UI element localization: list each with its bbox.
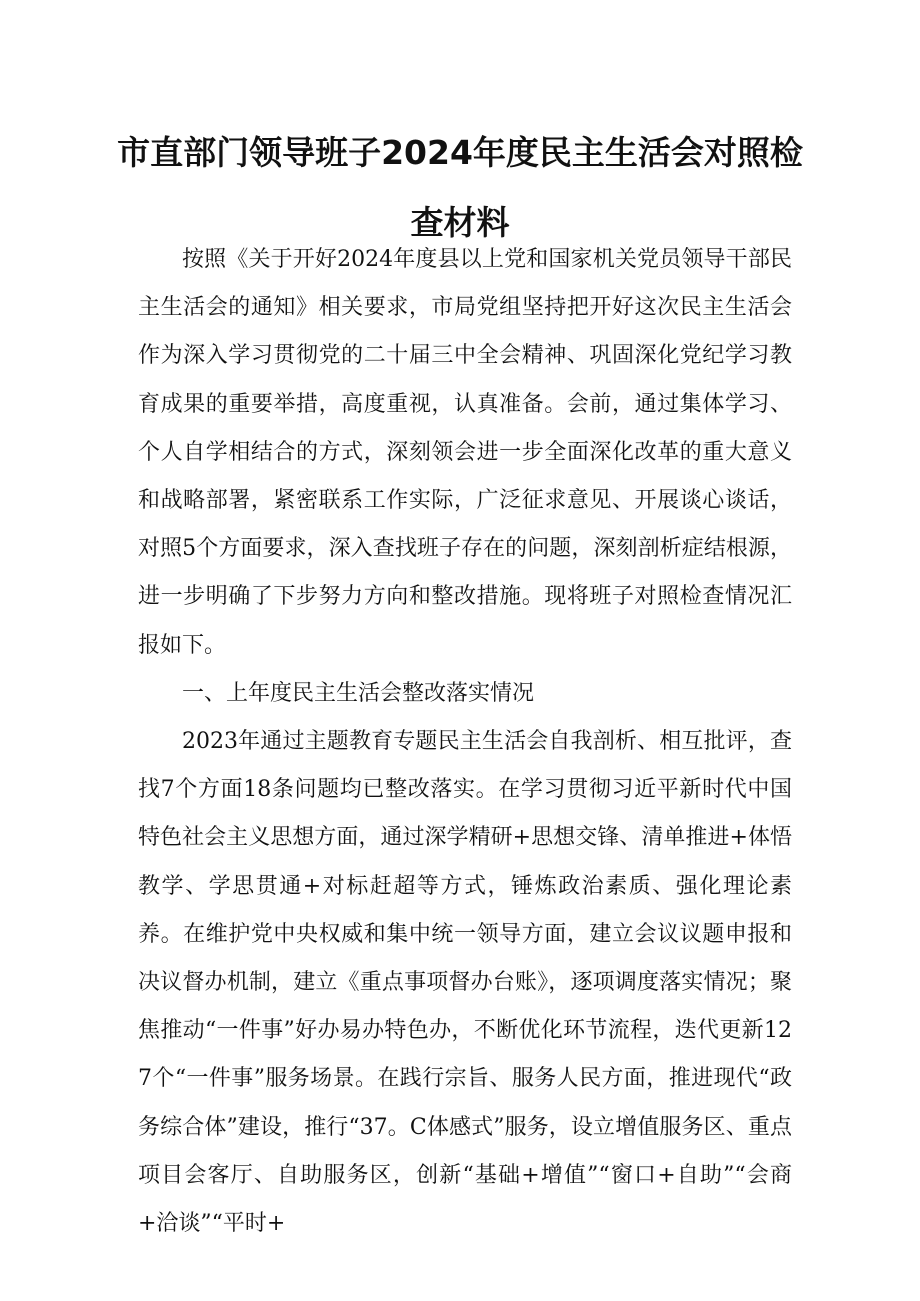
intro-paragraph: 按照《关于开好2024年度县以上党和国家机关党员领导干部民主生活会的通知》相关要求，市局党组坚持把开好这次民主生活会作为深入学习贯彻党的二十届三中全会精神、巩固深化党纪学习教育成果的重要举措，高度重视，认真准备。会前，通过集体学习、个人自学相结合的方式，深刻领会进一步全面深化改革的重大意义和战略部署，紧密联系工作实际，广泛征求意见、开展谈心谈话，对照5个方面要求，深入查找班子存在的问题，深刻剖析症结根源，进一步明确了下步努力方向和整改措施。现将班子对照检查情况汇报如下。	[138, 247, 792, 658]
document-title-line-2: 查材料	[410, 203, 510, 242]
document-body	[138, 236, 792, 1248]
body-paragraph: 2023年通过主题教育专题民主生活会自我剖析、相互批评，查找7个方面18条问题均已整改落实。在学习贯彻习近平新时代中国特色社会主义思想方面，通过深学精研+思想交锋、清单推进+体悟教学、学思贯通+对标赶超等方式，锤炼政治素质、强化理论素养。在维护党中央权威和集中统一领导方面，建立会议议题申报和决议督办机制，建立《重点事项督办台账》，逐项调度落实情况；聚焦推动“一件事”好办易办特色办，不断优化环节流程，迭代更新127个“一件事”服务场景。在践行宗旨、服务人民方面，推进现代“政务综合体”建设，推行“37。C体感式”服务，设立增值服务区、重点项目会客厅、自助服务区，创新“基础+增值”“窗口+自助”“会商+洽谈”“平时+	[138, 729, 792, 1237]
document-title-line-1: 市直部门领导班子2024年度民主生活会对照检	[117, 133, 803, 172]
section-heading: 一、上年度民主生活会整改落实情况	[182, 680, 535, 706]
